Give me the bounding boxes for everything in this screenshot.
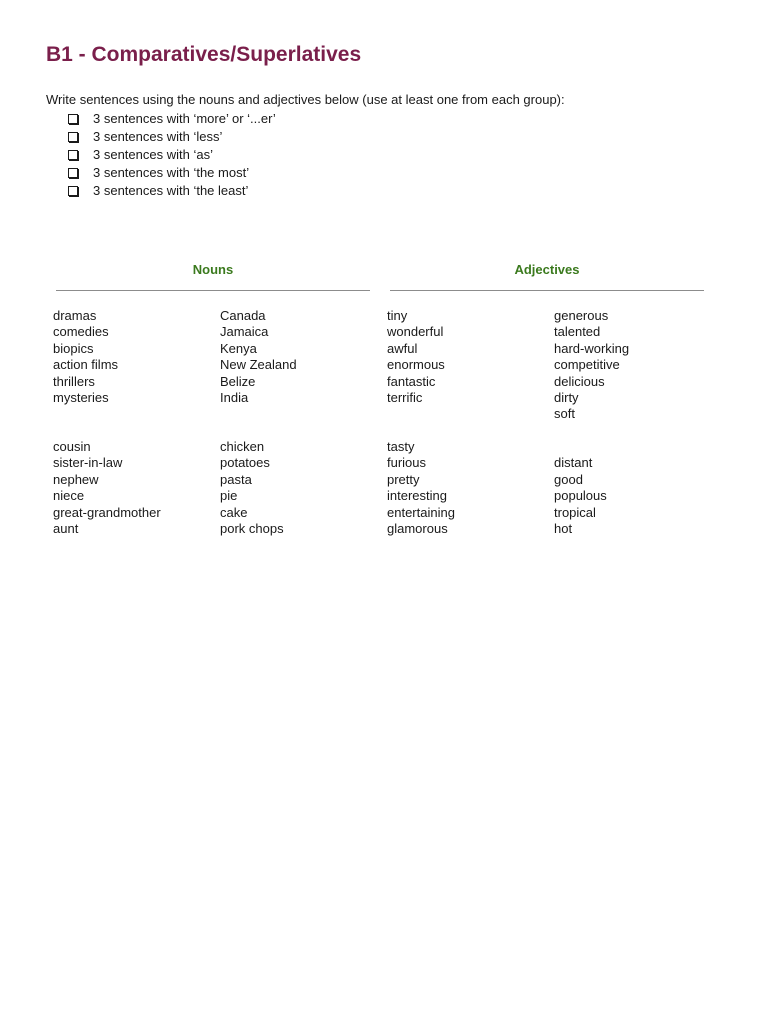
word-item: sister-in-law bbox=[53, 455, 123, 471]
checklist-item-label: 3 sentences with ‘the most’ bbox=[93, 165, 250, 180]
word-item: potatoes bbox=[220, 455, 270, 471]
word-item: Kenya bbox=[220, 340, 257, 356]
word-item: tropical bbox=[554, 504, 596, 520]
word-item: tiny bbox=[387, 308, 408, 323]
task-checklist bbox=[68, 110, 276, 200]
word-item: hot bbox=[554, 520, 573, 536]
nouns-divider bbox=[56, 290, 370, 291]
checklist-item bbox=[68, 128, 276, 146]
checklist-item bbox=[68, 164, 276, 182]
word-item: thrillers bbox=[53, 373, 95, 389]
word-item: pie bbox=[220, 488, 238, 504]
checklist-item-label: 3 sentences with ‘more’ or ‘...er’ bbox=[93, 111, 276, 126]
checkbox-icon bbox=[68, 132, 78, 142]
word-item: hard-working bbox=[554, 340, 630, 356]
word-item: Belize bbox=[220, 373, 256, 389]
checklist-item bbox=[68, 182, 276, 200]
word-item: furious bbox=[387, 455, 427, 471]
nouns-column-1-group-2 bbox=[53, 439, 161, 537]
word-item: terrific bbox=[387, 389, 423, 405]
word-item: cake bbox=[220, 504, 248, 520]
nouns-column-2-group-1 bbox=[220, 308, 297, 406]
word-item: awful bbox=[387, 340, 418, 356]
word-item: entertaining bbox=[387, 504, 455, 520]
word-item: cousin bbox=[53, 439, 91, 454]
checklist-item-label: 3 sentences with ‘as’ bbox=[93, 147, 213, 162]
nouns-column-2-group-2 bbox=[220, 439, 284, 537]
word-item: talented bbox=[554, 324, 601, 340]
word-item: good bbox=[554, 471, 583, 487]
checkbox-icon bbox=[68, 186, 78, 196]
word-item: pork chops bbox=[220, 520, 284, 536]
checklist-item bbox=[68, 110, 276, 128]
word-item: Jamaica bbox=[220, 324, 269, 340]
word-item: dirty bbox=[554, 389, 579, 405]
word-item: niece bbox=[53, 488, 85, 504]
word-item: glamorous bbox=[387, 520, 448, 536]
word-item: pasta bbox=[220, 471, 252, 487]
adjectives-header: Adjectives bbox=[514, 262, 580, 277]
word-item: distant bbox=[554, 455, 593, 471]
word-item: biopics bbox=[53, 340, 94, 356]
word-item: competitive bbox=[554, 357, 620, 373]
word-item: fantastic bbox=[387, 373, 436, 389]
word-item: New Zealand bbox=[220, 357, 297, 373]
word-item: India bbox=[220, 389, 249, 405]
instructions-text: Write sentences using the nouns and adjectives below (use at least one from each group): bbox=[46, 92, 565, 107]
word-item: action films bbox=[53, 357, 119, 373]
word-item: chicken bbox=[220, 439, 265, 454]
word-item: tasty bbox=[387, 439, 415, 454]
nouns-column-1-group-1 bbox=[53, 308, 118, 406]
word-item: Canada bbox=[220, 308, 266, 323]
word-item bbox=[554, 439, 607, 455]
word-item: nephew bbox=[53, 471, 99, 487]
word-item: aunt bbox=[53, 520, 79, 536]
word-item: wonderful bbox=[387, 324, 444, 340]
word-item: soft bbox=[554, 406, 575, 422]
checkbox-icon bbox=[68, 168, 78, 178]
checklist-item bbox=[68, 146, 276, 164]
adjectives-column-1-group-1 bbox=[387, 308, 445, 406]
word-item: interesting bbox=[387, 488, 447, 504]
adjectives-column-2-group-1 bbox=[554, 308, 629, 423]
checkbox-icon bbox=[68, 150, 78, 160]
word-item: generous bbox=[554, 308, 609, 323]
word-item: mysteries bbox=[53, 389, 109, 405]
page-title: B1 - Comparatives/Superlatives bbox=[46, 43, 362, 66]
word-item: enormous bbox=[387, 357, 445, 373]
checkbox-icon bbox=[68, 114, 78, 124]
adjectives-column-1-group-2 bbox=[387, 439, 455, 537]
word-item: comedies bbox=[53, 324, 109, 340]
word-item: populous bbox=[554, 488, 607, 504]
adjectives-divider bbox=[390, 290, 704, 291]
checklist-item-label: 3 sentences with ‘the least’ bbox=[93, 183, 249, 198]
word-item: great-grandmother bbox=[53, 504, 161, 520]
word-item: delicious bbox=[554, 373, 605, 389]
adjectives-column-2-group-2 bbox=[554, 439, 607, 537]
word-item: dramas bbox=[53, 308, 97, 323]
nouns-header: Nouns bbox=[192, 262, 234, 277]
word-item: pretty bbox=[387, 471, 420, 487]
checklist-item-label: 3 sentences with ‘less’ bbox=[93, 129, 223, 144]
